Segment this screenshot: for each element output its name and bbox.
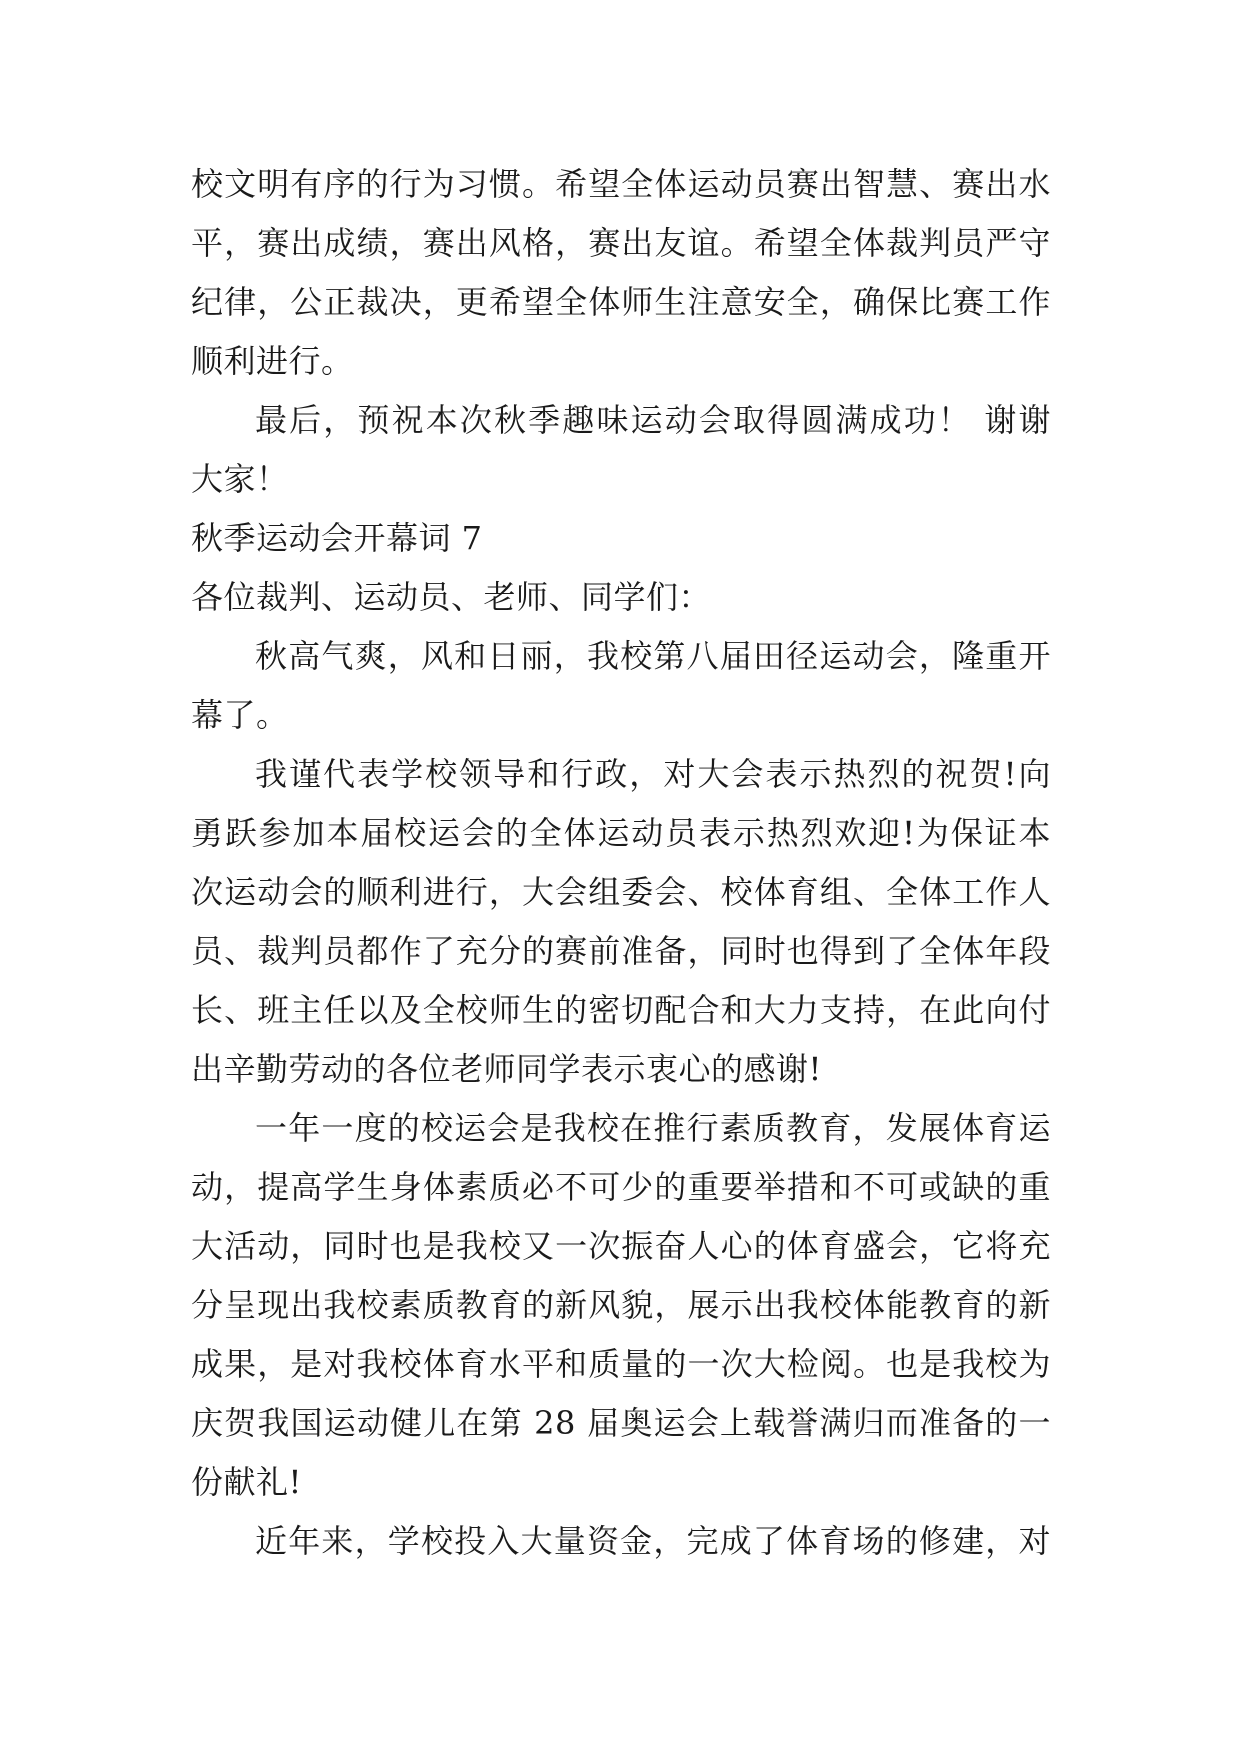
text-line: 近年来，学校投入大量资金，完成了体育场的修建，对 [255,1522,1051,1560]
text-line: 我谨代表学校领导和行政，对大会表示热烈的祝贺!向 [255,755,1051,793]
text-line: 次运动会的顺利进行，大会组委会、校体育组、全体工作人 [191,873,1051,911]
text-line: 平，赛出成绩，赛出风格，赛出友谊。希望全体裁判员严守 [191,224,1051,262]
paragraph-investment [191,1512,1051,1571]
text-line: 一年一度的校运会是我校在推行素质教育，发展体育运 [255,1109,1051,1147]
text-line: 秋高气爽，风和日丽，我校第八届田径运动会，隆重开 [255,637,1051,675]
salutation-text: 各位裁判、运动员、老师、同学们： [191,578,712,616]
text-line: 庆贺我国运动健儿在第 28 届奥运会上载誉满归而准备的一 [191,1404,1051,1442]
text-line: 纪律，公正裁决，更希望全体师生注意安全，确保比赛工作 [191,283,1051,321]
text-line: 长、班主任以及全校师生的密切配合和大力支持，在此向付 [191,991,1051,1029]
text-line: 员、裁判员都作了充分的赛前准备，同时也得到了全体年段 [191,932,1051,970]
text-line: 份献礼! [191,1463,302,1501]
paragraph-significance [191,1099,1051,1512]
section-heading [191,509,1051,568]
text-line: 大活动，同时也是我校又一次振奋人心的体育盛会，它将充 [191,1227,1051,1265]
document-body [191,155,1051,1571]
text-line: 成果，是对我校体育水平和质量的一次大检阅。也是我校为 [191,1345,1051,1383]
paragraph-closing-wishes [191,155,1051,391]
text-line: 出辛勤劳动的各位老师同学表示衷心的感谢! [191,1050,822,1088]
paragraph-congratulations [191,745,1051,1099]
paragraph-opening [191,627,1051,745]
text-line: 顺利进行。 [191,342,354,380]
heading-text: 秋季运动会开幕词 7 [191,519,483,557]
salutation [191,568,1051,627]
text-line: 分呈现出我校素质教育的新风貌，展示出我校体能教育的新 [191,1286,1051,1324]
text-line: 动，提高学生身体素质必不可少的重要举措和不可或缺的重 [191,1168,1051,1206]
text-line: 大家！ [191,460,289,498]
text-line: 校文明有序的行为习惯。希望全体运动员赛出智慧、赛出水 [191,165,1051,203]
text-line: 勇跃参加本届校运会的全体运动员表示热烈欢迎!为保证本 [191,814,1051,852]
paragraph-final-blessing [191,391,1051,509]
text-line: 最后，预祝本次秋季趣味运动会取得圆满成功！ 谢谢 [255,401,1051,439]
text-line: 幕了。 [191,696,289,734]
